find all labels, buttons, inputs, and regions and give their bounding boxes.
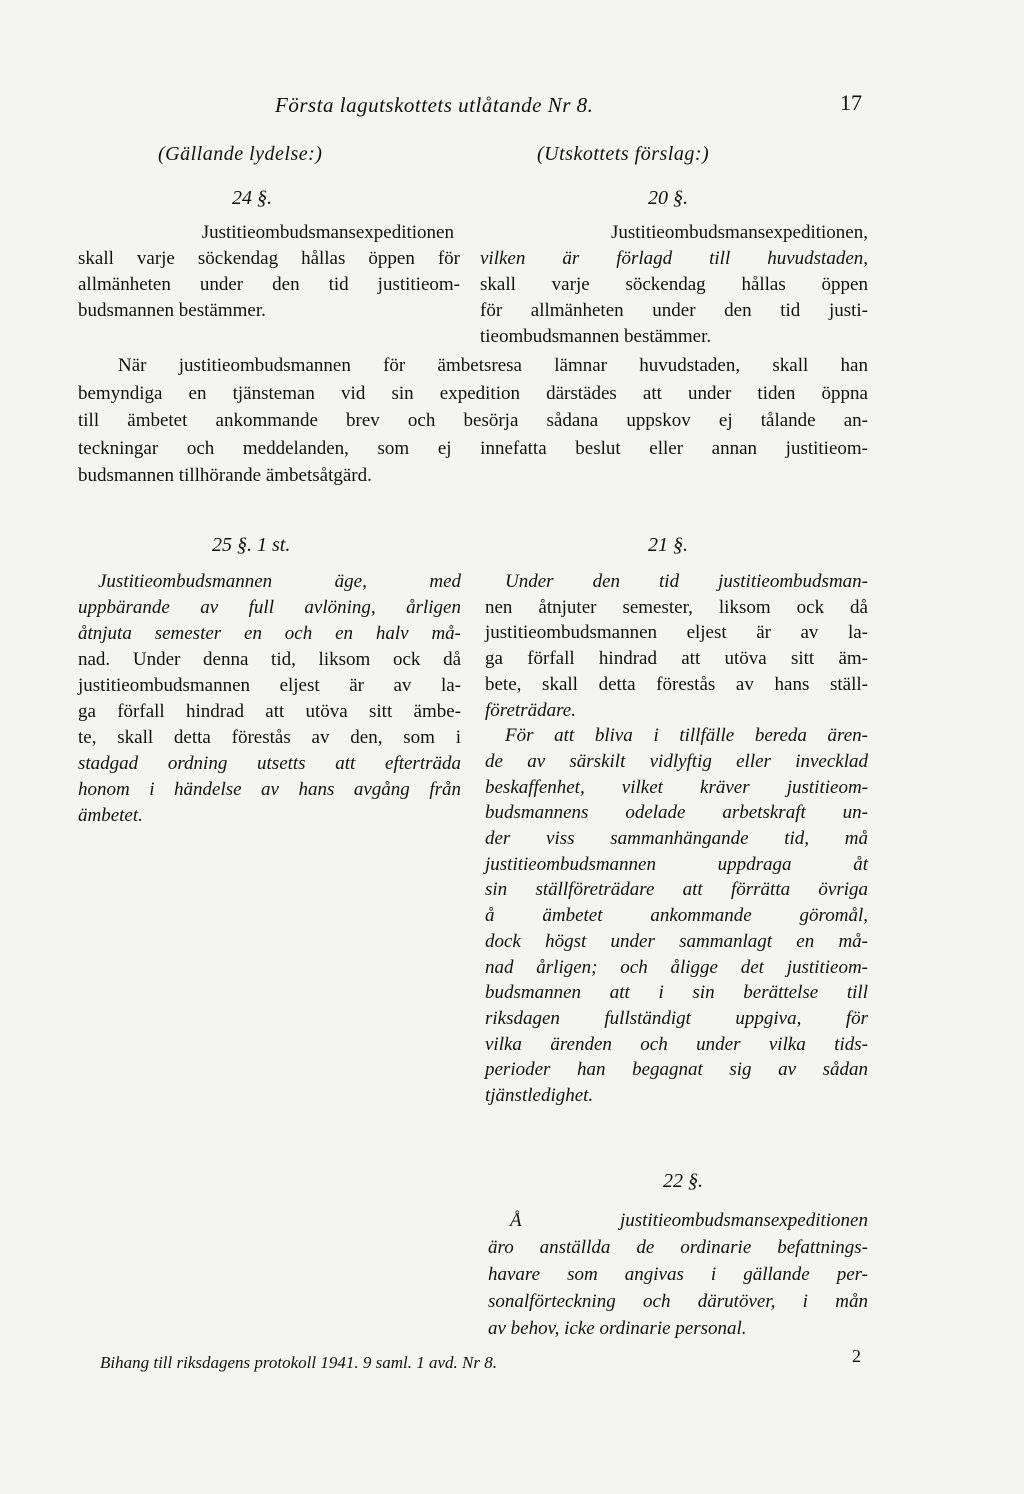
section-22-number: 22 §. [663, 1170, 703, 1192]
section-20-number: 20 §. [648, 187, 688, 209]
section-21-line: dock högst under sammanlagt en må- [485, 930, 868, 952]
section-21-line: justitieombudsmannen uppdraga åt [485, 853, 868, 875]
section-25-line: nad. Under denna tid, liksom ock då [78, 649, 461, 670]
section-22-line: sonalförteckning och därutöver, i mån [488, 1291, 868, 1312]
signature-mark: 2 [852, 1346, 861, 1366]
section-25-line: ämbetet. [78, 805, 143, 826]
section-24-line: skall varje söckendag hållas öppen för [78, 248, 460, 269]
section-25-line: honom i händelse av hans avgång från [78, 779, 461, 800]
section-20-line: skall varje söckendag hållas öppen [480, 274, 868, 295]
running-title: Första lagutskottets utlåtande Nr 8. [275, 93, 594, 117]
left-column-heading: (Gällande lydelse:) [158, 143, 323, 165]
section-21-line: vilka ärenden och under vilka tids- [485, 1033, 868, 1055]
section-25-line: åtnjuta semester en och en halv må- [78, 623, 461, 644]
section-21-line: der viss sammanhängande tid, må [485, 828, 868, 850]
section-22-line: havare som angivas i gällande per- [488, 1264, 868, 1285]
section-21-line: tjänstledighet. [485, 1085, 594, 1107]
section-20-line: vilken är förlagd till huvudstaden, [480, 248, 868, 269]
section-21-line: riksdagen fullständigt uppgiva, för [485, 1007, 868, 1029]
section-21-number: 21 §. [648, 534, 688, 556]
section-22-line: Å justitieombudsmansexpeditionen [510, 1210, 868, 1231]
section-21-line: För att bliva i tillfälle bereda ären- [505, 725, 868, 747]
section-24-text [78, 220, 460, 324]
common-paragraph-line: teckningar och meddelanden, som ej innefatta beslut eller annan justitieom- [78, 437, 868, 459]
common-paragraph-line: bemyndiga en tjänsteman vid sin expedition därstädes att under tiden öppna [78, 382, 868, 404]
section-25-line: Justitieombudsmannen äge, med [98, 571, 461, 592]
section-21-line: ga förfall hindrad att utöva sitt äm- [485, 648, 868, 670]
common-paragraph [78, 352, 868, 490]
section-25-line: te, skall detta förestås av den, som i [78, 727, 461, 748]
common-paragraph-line: budsmannen tillhörande ämbetsåtgärd. [78, 465, 372, 486]
section-21-line: nen åtnjuter semester, liksom ock då [485, 596, 868, 618]
section-21-line: de av särskilt vidlyftig eller invecklad [485, 750, 868, 772]
section-25-text [78, 569, 461, 829]
right-column-heading: (Utskottets förslag:) [537, 143, 710, 165]
section-25-line: ga förfall hindrad att utöva sitt ämbe- [78, 701, 461, 722]
section-21-line: budsmannens odelade arbetskraft un- [485, 802, 868, 824]
section-22-line: av behov, icke ordinarie personal. [488, 1318, 747, 1339]
section-21-line: budsmannen att i sin berättelse till [485, 982, 868, 1004]
common-paragraph-line: till ämbetet ankommande brev och besörja sådana uppskov ej tålande an- [78, 410, 868, 431]
footer-citation: Bihang till riksdagens protokoll 1941. 9 saml. 1 avd. Nr 8. [100, 1353, 497, 1372]
section-21-line: sin ställföreträdare att förrätta övriga [485, 879, 868, 901]
section-21-line: perioder han begagnat sig av sådan [485, 1059, 868, 1081]
section-21-line: Under den tid justitieombudsman- [505, 571, 868, 592]
common-paragraph-line: När justitieombudsmannen för ämbetsresa lämnar huvudstaden, skall han [118, 355, 868, 376]
section-21-line: justitieombudsmannen eljest är av la- [485, 622, 868, 644]
section-20-line: för allmänheten under den tid justi- [480, 300, 868, 321]
section-25-number: 25 §. 1 st. [212, 534, 291, 556]
section-24-line: allmänheten under den tid justitieom- [78, 274, 460, 295]
section-24-number: 24 §. [232, 187, 272, 209]
section-21-line: å ämbetet ankommande göromål, [485, 905, 868, 927]
section-21-line: beskaffenhet, vilket kräver justitieom- [485, 776, 868, 798]
section-25-line: stadgad ordning utsetts att efterträda [78, 753, 461, 774]
page-number: 17 [840, 90, 862, 115]
section-21-line: företrädare. [485, 699, 576, 721]
section-21-line: nad årligen; och åligge det justitieom- [485, 956, 868, 978]
section-25-line: uppbärande av full avlöning, årligen [78, 597, 461, 618]
section-25-line: justitieombudsmannen eljest är av la- [78, 675, 461, 696]
section-22-line: äro anställda de ordinarie befattnings- [488, 1237, 868, 1258]
section-20-line: Justitieombudsmansexpeditionen, [610, 222, 868, 243]
section-22-text [488, 1207, 868, 1342]
section-20-line: tieombudsmannen bestämmer. [480, 326, 712, 347]
section-24-line: budsmannen bestämmer. [78, 300, 266, 321]
section-20-text [480, 220, 868, 350]
section-21-text [485, 569, 868, 1109]
section-24-line: Justitieombudsmansexpeditionen [201, 222, 454, 243]
section-21-line: bete, skall detta förestås av hans ställ- [485, 673, 868, 695]
